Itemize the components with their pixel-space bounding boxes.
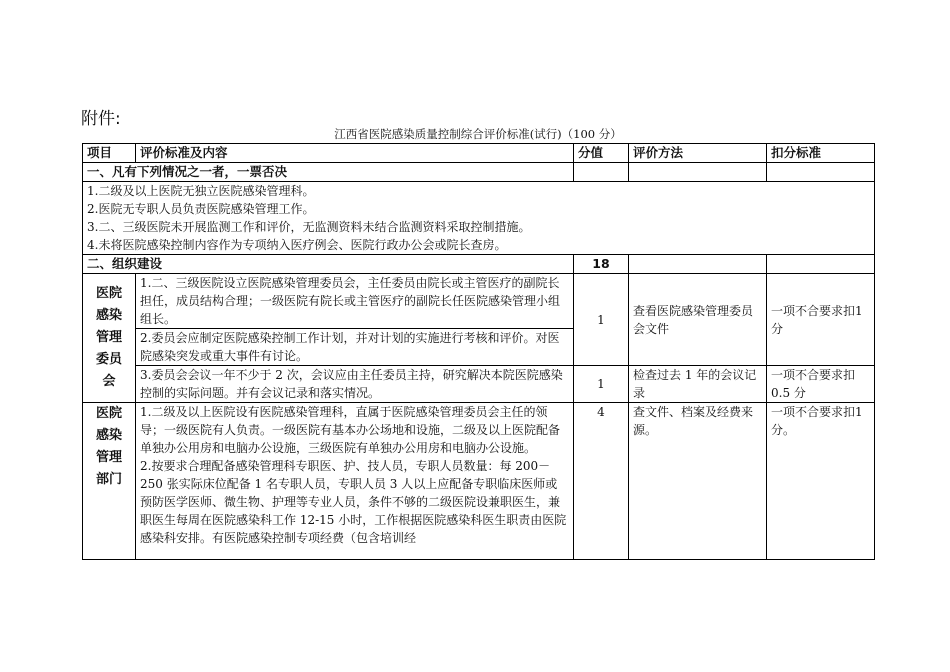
criterion-text: 1.二级及以上医院设有医院感染管理科，直属于医院感染管理委员会主任的领导；一级医院有人负责。一级医院有基本办公场地和设施，二级及以上医院配备单独办公用房和电脑办公设施，三级医院有单独办公用房和电脑办公设施。 2.按要求合理配备感染管理科专职医、护、技人员，专职人员数量：每 200－250 张实际床位配备 1 名专职人员，专职人员 3 人以上应配备专职临床医师或预防医学医师、微生物、护理等专业人员，条件不够的二级医院设兼职医生，兼职医生每周在医院感染科工作 12-15 小时，工作根据医院感染科医生职责由医院感染科安排。有医院感染控制专项经费（包含培训经 bbox=[136, 403, 574, 560]
empty-cell bbox=[574, 163, 629, 182]
table-header-row bbox=[83, 144, 875, 163]
header-method: 评价方法 bbox=[629, 144, 767, 163]
criterion-text: 1.二、三级医院设立医院感染管理委员会，主任委员由院长或主管医疗的副院长担任，成员结构合理；一级医院有院长或主管医疗的副院长任医院感染管理小组组长。 bbox=[136, 274, 574, 329]
header-deduction: 扣分标准 bbox=[767, 144, 875, 163]
score-cell: 4 bbox=[574, 403, 629, 560]
criterion-text: 3.委员会会议一年不少于 2 次，会议应由主任委员主持，研究解决本院医院感染控制的实际问题。并有会议记录和落实情况。 bbox=[136, 366, 574, 403]
veto-items-cell bbox=[83, 182, 875, 255]
table-row bbox=[83, 403, 875, 560]
deduction-cell: 一项不合要求扣1分。 bbox=[767, 403, 875, 560]
empty-cell bbox=[629, 163, 767, 182]
criterion-text: 2.委员会应制定医院感染控制工作计划，并对计划的实施进行考核和评价。对医院感染突发或重大事件有讨论。 bbox=[136, 329, 574, 366]
score-cell: 1 bbox=[574, 274, 629, 366]
method-cell: 检查过去 1 年的会议记录 bbox=[629, 366, 767, 403]
section-row bbox=[83, 255, 875, 274]
table-row bbox=[83, 366, 875, 403]
attachment-label: 附件: bbox=[81, 109, 121, 129]
veto-item: 2.医院无专职人员负责医院感染管理工作。 bbox=[87, 202, 315, 216]
evaluation-criteria-table bbox=[82, 143, 875, 560]
header-project: 项目 bbox=[83, 144, 136, 163]
section-score: 18 bbox=[574, 255, 629, 274]
veto-items-row bbox=[83, 182, 875, 255]
header-content: 评价标准及内容 bbox=[136, 144, 574, 163]
empty-cell bbox=[767, 163, 875, 182]
veto-item: 1.二级及以上医院无独立医院感染管理科。 bbox=[87, 184, 315, 198]
veto-item: 3.二、三级医院未开展监测工作和评价，无监测资料未结合监测资料采取控制措施。 bbox=[87, 220, 531, 234]
section-row bbox=[83, 163, 875, 182]
deduction-cell: 一项不合要求扣0.5 分 bbox=[767, 366, 875, 403]
empty-cell bbox=[629, 255, 767, 274]
score-cell: 1 bbox=[574, 366, 629, 403]
header-score: 分值 bbox=[574, 144, 629, 163]
method-cell: 查看医院感染管理委员会文件 bbox=[629, 274, 767, 366]
project-department: 医院 感染 管理 部门 bbox=[83, 403, 136, 560]
method-cell: 查文件、档案及经费来源。 bbox=[629, 403, 767, 560]
veto-item: 4.未将医院感染控制内容作为专项纳入医疗例会、医院行政办公会或院长查房。 bbox=[87, 238, 507, 252]
section-title-organization: 二、组织建设 bbox=[83, 255, 574, 274]
section-title-veto: 一、凡有下列情况之一者，一票否决 bbox=[83, 163, 574, 182]
table-row bbox=[83, 274, 875, 329]
empty-cell bbox=[767, 255, 875, 274]
document-title: 江西省医院感染质量控制综合评价标准(试行)（100 分） bbox=[334, 127, 622, 141]
project-committee: 医院 感染 管理 委员 会 bbox=[83, 274, 136, 403]
deduction-cell: 一项不合要求扣1分 bbox=[767, 274, 875, 366]
